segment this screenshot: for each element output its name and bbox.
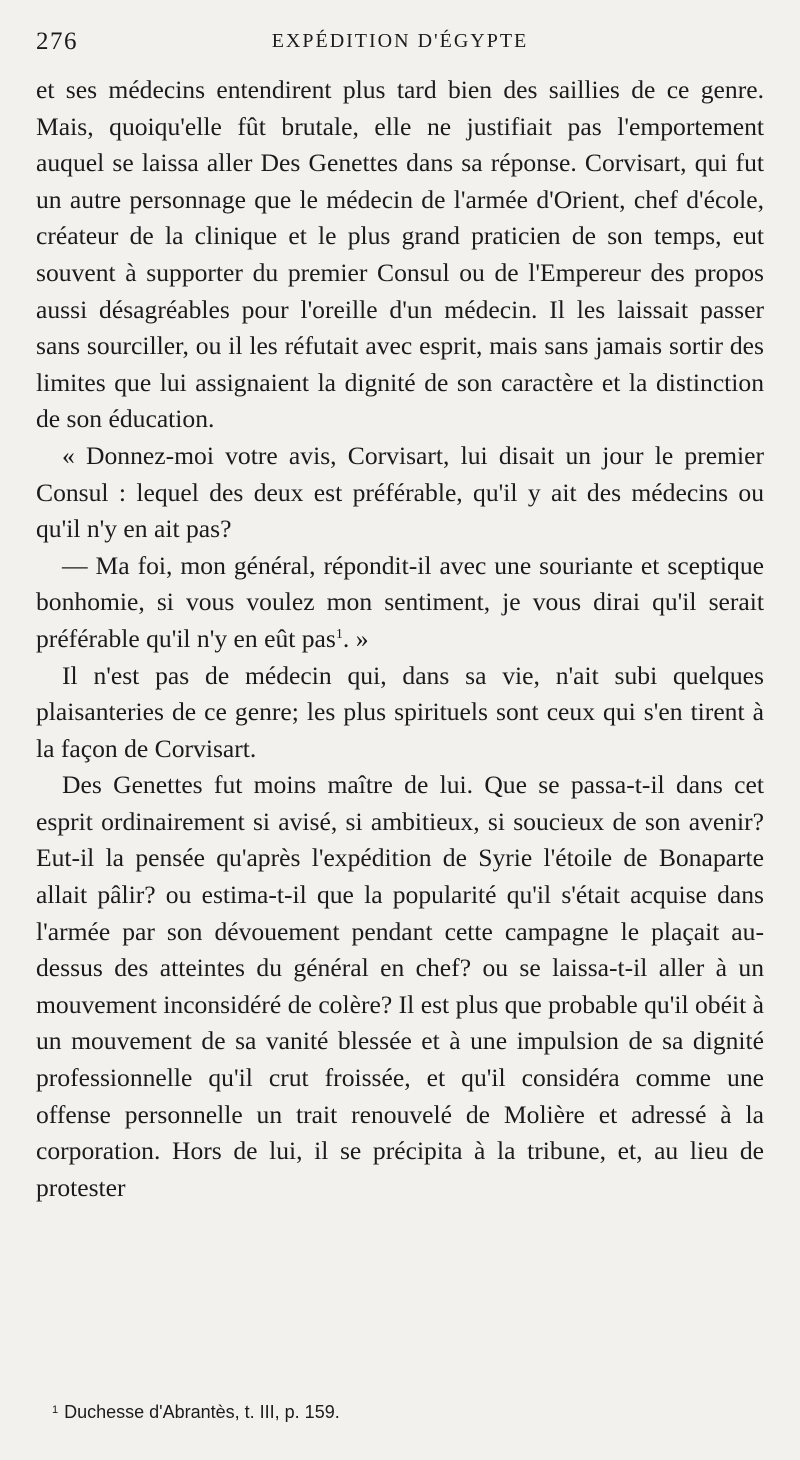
page-number: 276 (36, 28, 78, 55)
footnote-reference: 1 (335, 626, 343, 642)
paragraph-3-text: — Ma foi, mon général, répondit-il avec une souriante et sceptique bonhomie, si vous voulez mon sentiment, je vous dirai qu'il serait préférable qu'il n'y en eût pas (36, 550, 764, 653)
body-text (36, 72, 764, 1206)
footnote-text: Duchesse d'Abrantès, t. III, p. 159. (64, 1402, 340, 1422)
paragraph-4: Il n'est pas de médecin qui, dans sa vie, n'ait subi quelques plaisanteries de ce genre; les plus spirituels sont ceux qui s'en tirent à la façon de Corvisart. (36, 660, 764, 763)
footnote-marker: 1 (52, 1404, 59, 1416)
paragraph-5: Des Genettes fut moins maître de lui. Que se passa-t-il dans cet esprit ordinairement si avisé, si ambitieux, si soucieux de son avenir? Eut-il la pensée qu'après l'expédition de Syrie l'étoile de Bonaparte allait pâlir? ou estima-t-il que la popularité qu'il s'était acquise dans l'armée par son dévouement pendant cette campagne le plaçait au-dessus des atteintes du général en chef? ou se laissa-t-il aller à un mouvement inconsidéré de colère? Il est plus que probable qu'il obéit à un mouvement de sa vanité blessée et à une impulsion de sa dignité professionnelle qu'il crut froissée, et qu'il considéra comme une offense personnelle un trait renouvelé de Molière et adressé à la corporation. Hors de lui, il se précipita à la tribune, et, au lieu de protester (36, 770, 764, 1202)
paragraph-3 (36, 548, 764, 658)
running-title: EXPÉDITION D'ÉGYPTE (271, 30, 529, 52)
footnote (52, 1402, 340, 1423)
paragraph-2: « Donnez-moi votre avis, Corvisart, lui disait un jour le premier Consul : lequel des deux est préférable, qu'il y ait des médecins ou qu'il n'y en ait pas? (36, 440, 764, 544)
page-header (36, 28, 764, 64)
quote-close: . » (342, 623, 369, 653)
paragraph-1: et ses médecins entendirent plus tard bien des saillies de ce genre. Mais, quoiqu'elle fût brutale, elle ne justifiait pas l'emportement auquel se laissa aller Des Genettes dans sa réponse. Corvisart, qui fut un autre personnage que le médecin de l'armée d'Orient, chef d'école, créateur de la clinique et le plus grand praticien de son temps, eut souvent à supporter du premier Consul ou de l'Empereur des propos aussi désagréables pour l'oreille d'un médecin. Il les laissait passer sans sourciller, ou il les réfutait avec esprit, mais sans jamais sortir des limites que lui assignaient la dignité de son caractère et la distinction de son éducation. (36, 75, 764, 434)
